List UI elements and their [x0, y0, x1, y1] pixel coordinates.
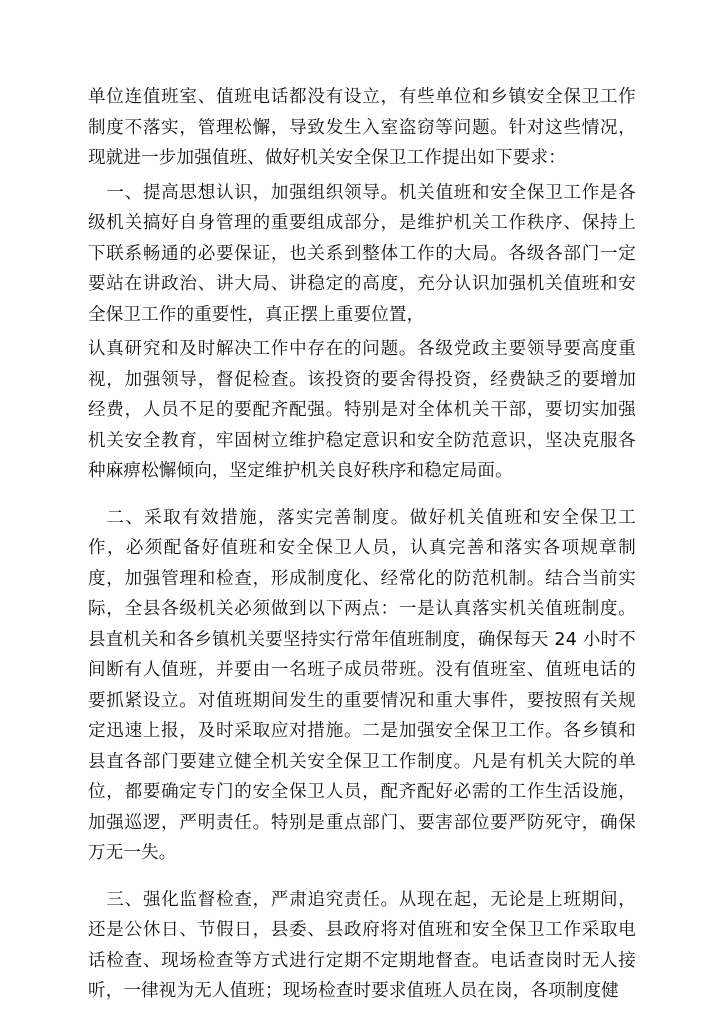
paragraph-intro: 单位连值班室、值班电话都没有设立，有些单位和乡镇安全保卫工作制度不落实，管理松懈，导致发生入室盗窃等问题。针对这些情况，现就进一步加强值班、做好机关安全保卫工作提出如下要求： [88, 87, 636, 168]
paragraph-section-one: 一、提高思想认识，加强组织领导。机关值班和安全保卫工作是各级机关搞好自身管理的重要组成部分，是维护机关工作秩序、保持上下联系畅通的必要保证，也关系到整体工作的大局。各级各部门一定要站在讲政治、讲大局、讲稳定的高度，充分认识加强机关值班和安全保卫工作的重要性，真正摆上重要位置， [88, 182, 636, 325]
paragraph-section-three: 三、强化监督检查，严肃追究责任。从现在起，无论是上班期间，还是公休日、节假日，县委、县政府将对值班和安全保卫工作采取电话检查、现场检查等方式进行定期不定期地督查。电话查岗时无人接听，一律视为无人值班；现场检查时要求值班人员在岗，各项制度健 [88, 889, 636, 1001]
paragraph-section-one-continued: 认真研究和及时解决工作中存在的问题。各级党政主要领导要高度重视，加强领导，督促检查。该投资的要舍得投资，经费缺乏的要增加经费，人员不足的要配齐配强。特别是对全体机关干部，要切实加强机关安全教育，牢固树立维护稳定意识和安全防范意识，坚决克服各种麻痹松懈倾向，坚定维护机关良好秩序和稳定局面。 [88, 339, 636, 481]
paragraph-section-two: 二、采取有效措施，落实完善制度。做好机关值班和安全保卫工作，必须配备好值班和安全保卫人员，认真完善和落实各项规章制度，加强管理和检查，形成制度化、经常化的防范机制。结合当前实际，全县各级机关必须做到以下两点：一是认真落实机关值班制度。县直机关和各乡镇机关要坚持实行常年值班制度，确保每天 24 小时不间断有人值班，并要由一名班子成员带班。没有值班室、值班电话的要抓紧设立。对值班期间发生的重要情况和重大事件，要按照有关规定迅速上报，及时采取应对措施。二是加强安全保卫工作。各乡镇和县直各部门要建立健全机关安全保卫工作制度。凡是有机关大院的单位，都要确定专门的安全保卫人员，配齐配好必需的工作生活设施，加强巡逻，严明责任。特别是重点部门、要害部位要严防死守，确保万无一失。 [88, 507, 636, 863]
document-page [88, 82, 636, 1007]
